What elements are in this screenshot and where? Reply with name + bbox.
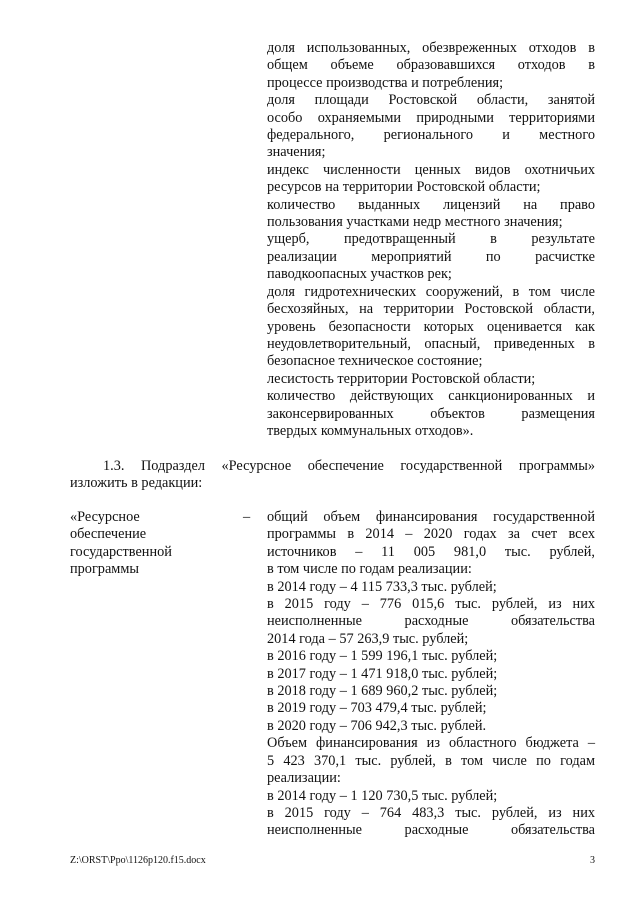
page-number: 3 [590, 855, 595, 866]
text-line: в том числе по годам реализации: [267, 561, 472, 578]
text-line: в 2014 году – 4 115 733,3 тыс. рублей; [267, 578, 497, 595]
section-heading-line: 1.3. Подраздел «Ресурсное обеспечение государственной программы» [103, 458, 595, 474]
text-line: в 2015 году – 764 483,3 тыс. рублей, из них [267, 804, 595, 821]
text-line: источников – 11 005 981,0 тыс. рублей, [267, 543, 595, 560]
indicator-item [267, 40, 595, 92]
text-line: 5 423 370,1 тыс. рублей, в том числе по годам [267, 752, 595, 769]
text-line: уровень безопасности которых оценивается как [267, 318, 595, 335]
text-line: в 2016 году – 1 599 196,1 тыс. рублей; [267, 648, 498, 665]
text-line: количество действующих санкционированных и [267, 388, 595, 405]
indicator-list [267, 40, 595, 440]
label-dash: – [243, 509, 251, 525]
text-line: ущерб, предотвращенный в результате [267, 231, 595, 248]
text-line: доля гидротехнических сооружений, в том числе [267, 283, 595, 300]
text-line: значения; [267, 144, 326, 161]
text-line: неисполненные расходные обязательства [267, 822, 595, 839]
text-line: неисполненные расходные обязательства [267, 613, 595, 630]
text-line: ресурсов на территории Ростовской области; [267, 179, 541, 196]
text-line: доля использованных, обезвреженных отходов в [267, 40, 595, 56]
text-line: количество выданных лицензий на право [267, 196, 595, 213]
footer-file-path: Z:\ORST\Ppo\1126p120.f15.docx [70, 855, 206, 866]
text-line: лесистость территории Ростовской области; [267, 370, 536, 387]
text-line: в 2014 году – 1 120 730,5 тыс. рублей; [267, 787, 498, 804]
section-1-3 [70, 458, 595, 493]
indicator-item [267, 284, 595, 371]
text-line: законсервированных объектов размещения [267, 405, 595, 422]
text-line: в 2017 году – 1 471 918,0 тыс. рублей; [267, 665, 498, 682]
text-line: в 2015 году – 776 015,6 тыс. рублей, из них [267, 596, 595, 613]
text-line: общий объем финансирования государственной [267, 509, 595, 525]
text-line: пользования участками недр местного значения; [267, 214, 563, 231]
label-line: государственной [70, 543, 172, 560]
text-line: в 2020 году – 706 942,3 тыс. рублей. [267, 717, 487, 734]
label-line: программы [70, 561, 140, 578]
indicator-item [267, 388, 595, 440]
indicator-item [267, 371, 595, 388]
text-line: неудовлетворительный, опасный, приведенных в [267, 335, 595, 352]
text-line: программы в 2014 – 2020 годах за счет всех [267, 526, 595, 543]
indicator-item [267, 197, 595, 232]
text-line: процессе производства и потребления; [267, 74, 504, 91]
text-line: федерального, регионального и местного [267, 127, 595, 144]
indicator-item [267, 231, 595, 283]
section-heading-line-2: изложить в редакции: [70, 475, 203, 492]
text-line: реализации мероприятий по расчистке [267, 248, 595, 265]
text-line: в 2019 году – 703 479,4 тыс. рублей; [267, 700, 487, 717]
text-line: безопасное техническое состояние; [267, 353, 483, 370]
text-line: Объем финансирования из областного бюджета – [267, 735, 595, 752]
text-line: общем объеме образовавшихся отходов в [267, 57, 595, 74]
label-line: обеспечение [70, 526, 147, 543]
text-line: твердых коммунальных отходов». [267, 422, 474, 439]
text-line: паводкоопасных участков рек; [267, 266, 452, 283]
text-line: доля площади Ростовской области, занятой [267, 92, 595, 109]
text-line: 2014 года – 57 263,9 тыс. рублей; [267, 630, 469, 647]
text-line: реализации: [267, 770, 341, 787]
text-line: в 2018 году – 1 689 960,2 тыс. рублей; [267, 683, 498, 700]
text-line: особо охраняемыми природными территориями [267, 109, 595, 126]
text-line: бесхозяйных, на территории Ростовской области, [267, 301, 595, 318]
resource-description [267, 509, 595, 840]
label-line: «Ресурсное [70, 509, 140, 525]
indicator-item [267, 162, 595, 197]
resource-label [70, 509, 220, 579]
indicator-item [267, 92, 595, 162]
text-line: индекс численности ценных видов охотничьих [267, 161, 595, 178]
